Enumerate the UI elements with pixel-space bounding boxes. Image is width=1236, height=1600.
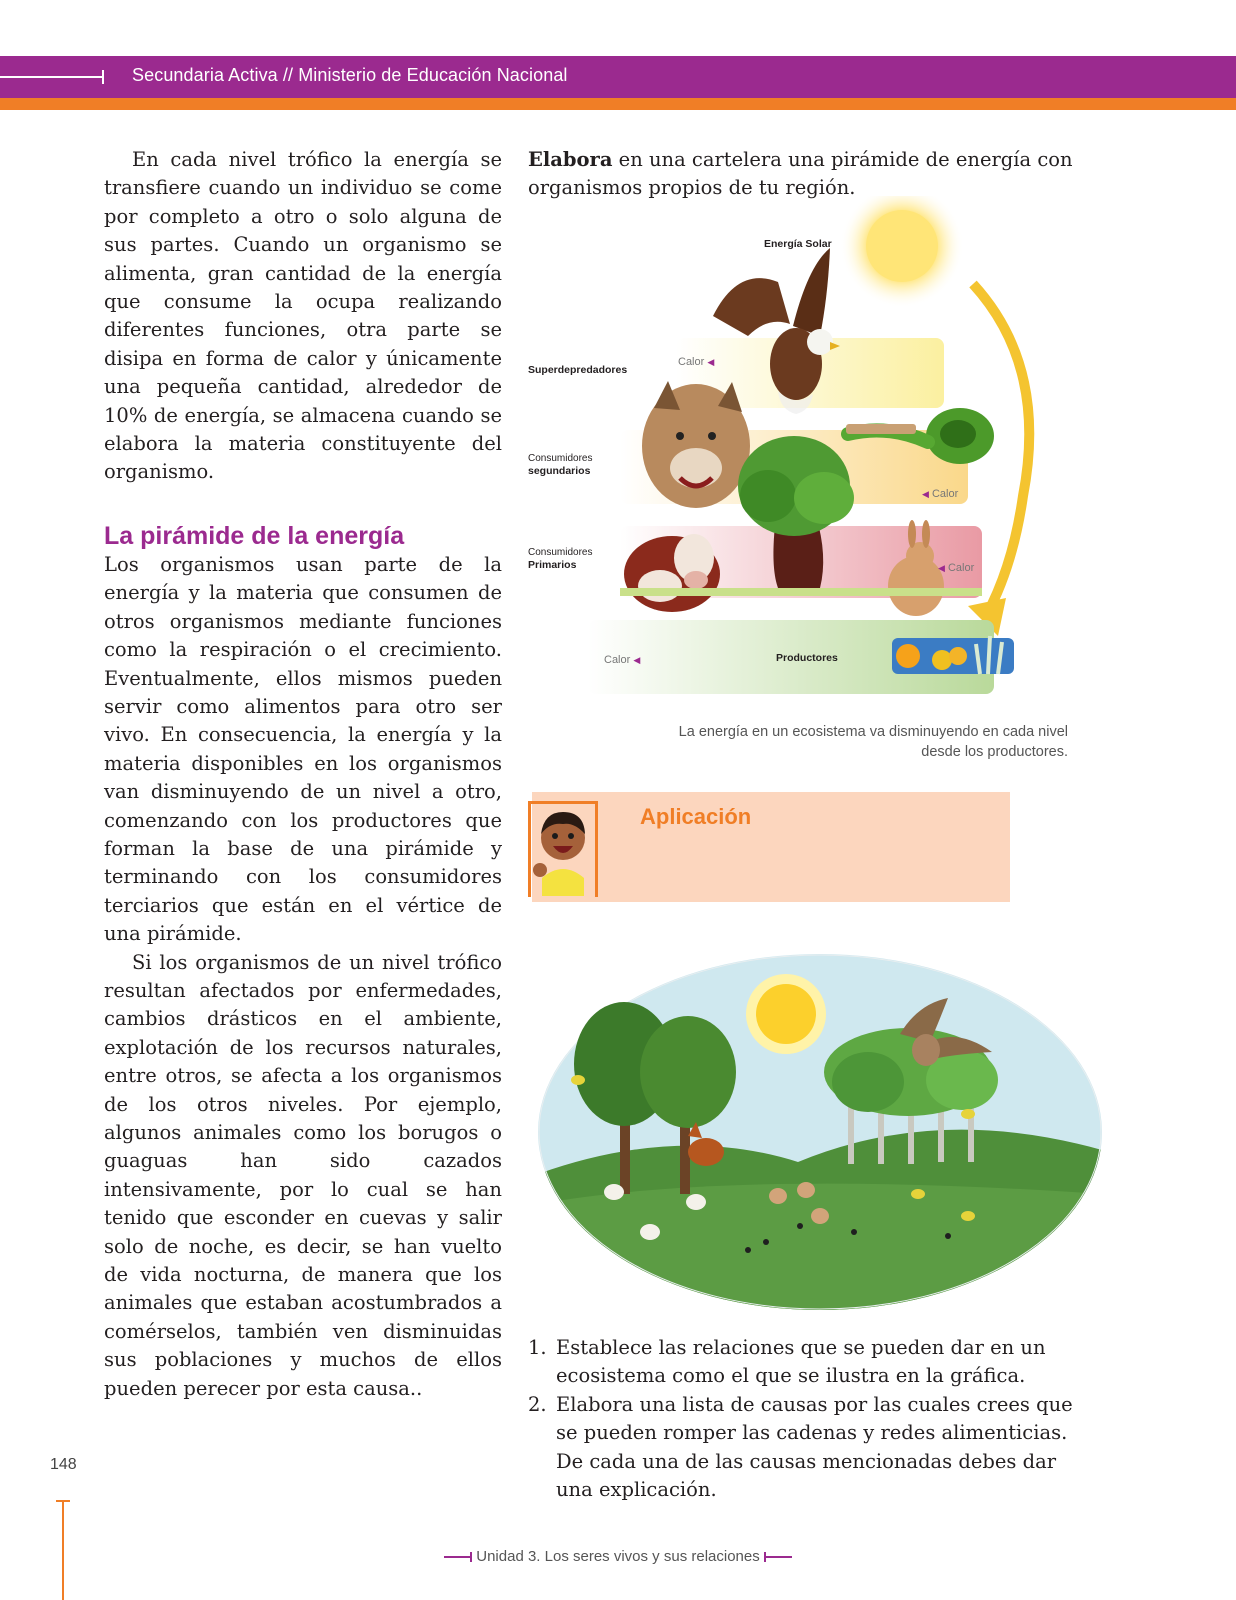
question-text: Establece las relaciones que se pueden dar en un ecosistema como el que se ilustra en la gráfica.: [556, 1336, 1046, 1388]
footer-rule-left: [444, 1556, 470, 1558]
figure-caption-line2: desde los productores.: [921, 744, 1068, 760]
label-primary-consumers-line2: Primarios: [528, 559, 577, 571]
heat-label-level4: Calor ◀: [604, 654, 641, 666]
activity-questions: [528, 1334, 1088, 1504]
label-primary-consumers-line1: Consumidores: [528, 547, 593, 558]
label-superpredators: Superdepredadores: [528, 364, 628, 376]
question-item: [528, 1391, 1088, 1505]
heat-arrow-icon: ◀: [922, 489, 929, 499]
heat-arrow-icon: ◀: [707, 357, 715, 367]
paragraph-energy-transfer: En cada nivel trófico la energía se transfiere cuando un individuo se come por completo a otro o solo alguna de sus partes. Cuando un organismo se alimenta, gran cantidad de la energía que consume la ocupa realizando diferentes funciones, otra parte se disipa en forma de calor y únicamente una pequeña cantidad, alrededor de 10% de energía, se almacena cuando se elabora la materia constituyente del organismo.: [104, 148, 502, 484]
ecosystem-figure: [538, 954, 1102, 1310]
paragraph-trophic-impact: Si los organismos de un nivel trófico resultan afectados por enfermedades, cambios drásticos en el ambiente, explotación de los recursos naturales, entre otros, se afecta a los organismos de los otros niveles. Por ejemplo, algunos animales como los borugos o guaguas han sido cazados intensivamente, por lo cual se han tenido que esconder en cuevas y salir solo de noche, es decir, se han vuelto de vida nocturna, de manera que los animales que estaban acostumbrados a comérselos, también ven disminuidas sus poblaciones y muchos de ellos pueden perecer por esta causa..: [104, 950, 502, 1400]
heat-label-level1: Calor ◀: [678, 356, 715, 368]
label-primary-consumers: [528, 546, 592, 572]
label-secondary-consumers-line2: segundarios: [528, 465, 591, 477]
heat-arrow-icon: ◀: [633, 655, 641, 665]
right-column: [528, 146, 1100, 203]
figure-caption: [600, 722, 1068, 762]
section-title: La pirámide de la energía: [104, 521, 405, 550]
label-producers: Productores: [776, 652, 838, 664]
heat-label-level2: ◀ Calor: [922, 488, 959, 500]
eco-sun-icon: [756, 984, 816, 1044]
footer-unit: Unidad 3.: [476, 1548, 541, 1565]
elabora-text: en una cartelera una pirámide de energía con organismos propios de tu región.: [528, 148, 1073, 200]
header-rule-tick: [102, 70, 104, 84]
label-secondary-consumers-line1: Consumidores: [528, 453, 593, 464]
footer-title: Los seres vivos y sus relaciones: [540, 1548, 760, 1565]
label-secondary-consumers: [528, 452, 592, 478]
student-avatar-icon: [530, 798, 596, 896]
energy-pyramid-illustration: [528, 196, 1048, 716]
grass-strip: [620, 588, 982, 596]
aplicacion-box: [532, 792, 1010, 902]
heat-label-level3: ◀ Calor: [938, 562, 975, 574]
page-number: 148: [50, 1456, 77, 1473]
label-solar-energy: Energía Solar: [764, 238, 832, 250]
coral-icon: [892, 636, 1014, 674]
ecosystem-illustration: [538, 954, 1102, 1310]
question-text: Elabora una lista de causas por las cuales crees que se pueden romper las cadenas y redes alimenticias. De cada una de las causas mencionadas debes dar una explicación.: [556, 1392, 1073, 1502]
footer-rule-right: [766, 1556, 792, 1558]
footer: [0, 1548, 1236, 1565]
left-column: [104, 146, 502, 1403]
elabora-instruction: [528, 146, 1100, 203]
question-item: [528, 1334, 1088, 1391]
sun-icon: [866, 210, 938, 282]
header-accent-stripe: [0, 98, 1236, 110]
paragraph-energy-pyramid: Los organismos usan parte de la energía y la materia que consumen de otros organismos mediante funciones como la respiración o el crecimiento. Eventualmente, ellos mismos pueden servir como alimentos para otro ser vivo. En consecuencia, la energía y la materia disponibles en los organismos van disminuyendo de un nivel a otro, comenzando con los productores que forman la base de una pirámide y terminando con los consumidores terciarios que están en el vértice de una pirámide.: [104, 552, 502, 946]
aplicacion-title: Aplicación: [640, 804, 752, 829]
figure-caption-line1: La energía en un ecosistema va disminuyendo en cada nivel: [678, 724, 1068, 740]
header-title: Secundaria Activa // Ministerio de Educación Nacional: [132, 65, 568, 85]
energy-pyramid-figure: [528, 196, 1048, 716]
question-number: 1.: [528, 1336, 547, 1359]
wolf-icon: [642, 381, 750, 508]
heat-arrow-icon: ◀: [938, 563, 945, 573]
elabora-keyword: Elabora: [528, 148, 613, 171]
header-rule: [0, 76, 104, 78]
question-number: 2.: [528, 1392, 547, 1416]
